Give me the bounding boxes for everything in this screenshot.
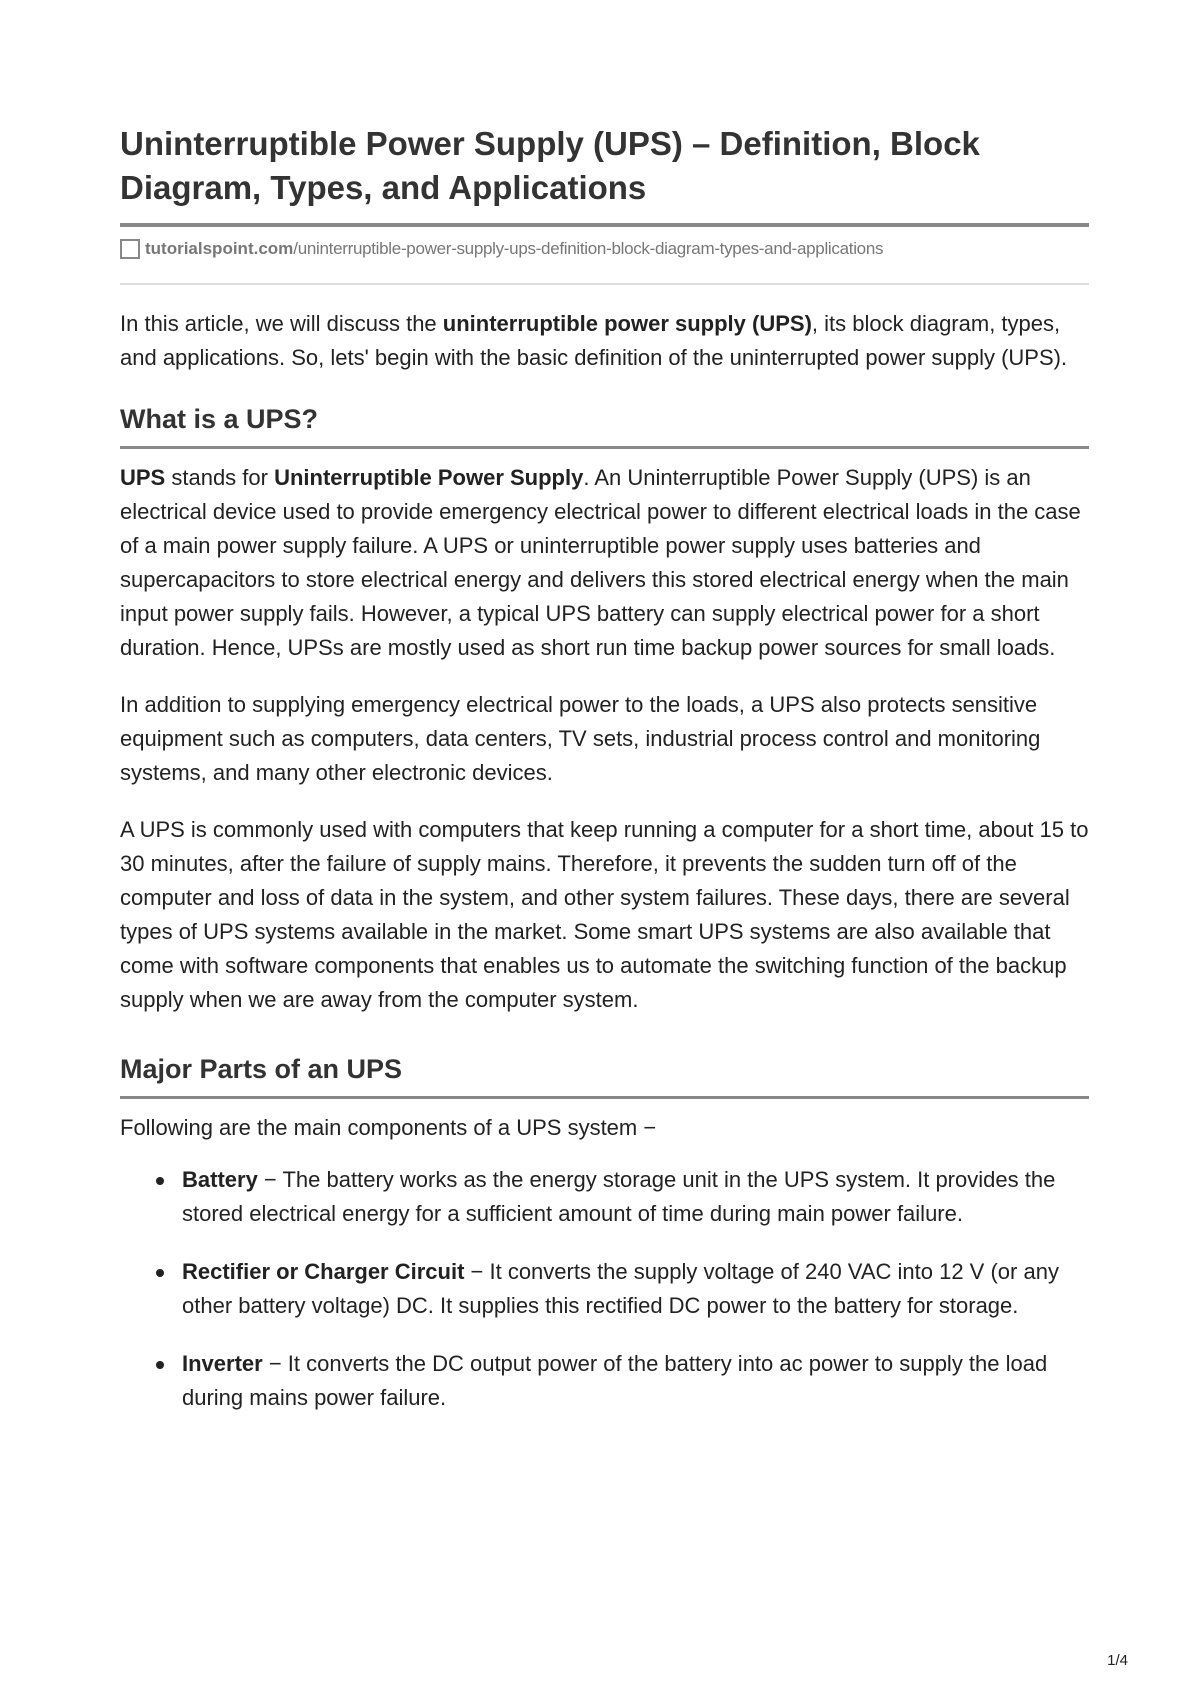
ups-protection-paragraph: In addition to supplying emergency electrical power to the loads, a UPS also protects sensitive equipment such as computers, data centers, TV sets, industrial process control and monitoring systems, and many other electronic devices.: [120, 692, 1041, 785]
component-term: Battery: [182, 1167, 258, 1192]
definition-text-1: stands for: [165, 465, 275, 490]
component-desc: − The battery works as the energy storage unit in the UPS system. It provides the stored electrical energy for a sufficient amount of time during main power failure.: [182, 1167, 1056, 1226]
section-heading-what-is-ups: What is a UPS?: [120, 402, 1089, 449]
list-item-rectifier: [182, 1255, 1089, 1323]
component-desc: − It converts the DC output power of the battery into ac power to supply the load during mains power failure.: [182, 1351, 1048, 1410]
intro-text-end: , its block diagram, types, and applications. So, lets' begin with the basic definition of the uninterrupted power supply (UPS).: [120, 311, 1068, 370]
list-item-inverter: [182, 1347, 1089, 1415]
header-divider: [120, 283, 1089, 285]
component-desc: − It converts the supply voltage of 240 VAC into 12 V (or any other battery voltage) DC. It supplies this rectified DC power to the battery for storage.: [182, 1259, 1059, 1318]
ups-definition-paragraph: [120, 461, 1089, 665]
bullet-icon: [156, 1177, 164, 1185]
source-path[interactable]: /uninterruptible-power-supply-ups-definition-block-diagram-types-and-applications: [293, 239, 884, 258]
bullet-icon: [156, 1361, 164, 1369]
component-term: Rectifier or Charger Circuit: [182, 1259, 465, 1284]
section-heading-major-parts: Major Parts of an UPS: [120, 1052, 1089, 1099]
components-lead: Following are the main components of a UPS system −: [120, 1115, 657, 1140]
ups-computers-paragraph: A UPS is commonly used with computers that keep running a computer for a short time, about 15 to 30 minutes, after the failure of supply mains. Therefore, it prevents the sudden turn off of the computer and loss of data in the system, and other system failures. These days, there are several types of UPS systems available in the market. Some smart UPS systems are also available that come with software components that enables us to automate the switching function of the backup supply when we are away from the computer system.: [120, 817, 1089, 1012]
component-term: Inverter: [182, 1351, 263, 1376]
bullet-icon: [156, 1269, 164, 1277]
components-list: [120, 1163, 1089, 1415]
page-title: Uninterruptible Power Supply (UPS) – Definition, Block Diagram, Types, and Applications: [120, 0, 1089, 227]
source-url[interactable]: [120, 235, 1089, 263]
intro-text-start: In this article, we will discuss the: [120, 311, 443, 336]
page-number: 1/4: [1107, 1652, 1128, 1669]
source-domain[interactable]: tutorialspoint.com: [145, 239, 294, 258]
page-icon: [120, 239, 140, 259]
definition-text-2: . An Uninterruptible Power Supply (UPS) is an electrical device used to provide emergency electrical power to different electrical loads in the case of a main power supply failure. A UPS or uninterruptible power supply uses batteries and supercapacitors to store electrical energy and delivers this stored electrical energy when the main input power supply fails. However, a typical UPS battery can supply electrical power for a short duration. Hence, UPSs are mostly used as short run time backup power sources for small loads.: [120, 465, 1081, 660]
list-item-battery: [182, 1163, 1089, 1231]
intro-bold-term: uninterruptible power supply (UPS): [442, 311, 812, 336]
ups-full-name: Uninterruptible Power Supply: [274, 465, 584, 490]
ups-term: UPS: [120, 465, 166, 490]
intro-paragraph: [120, 307, 1089, 375]
document-page: [120, 0, 1089, 1439]
